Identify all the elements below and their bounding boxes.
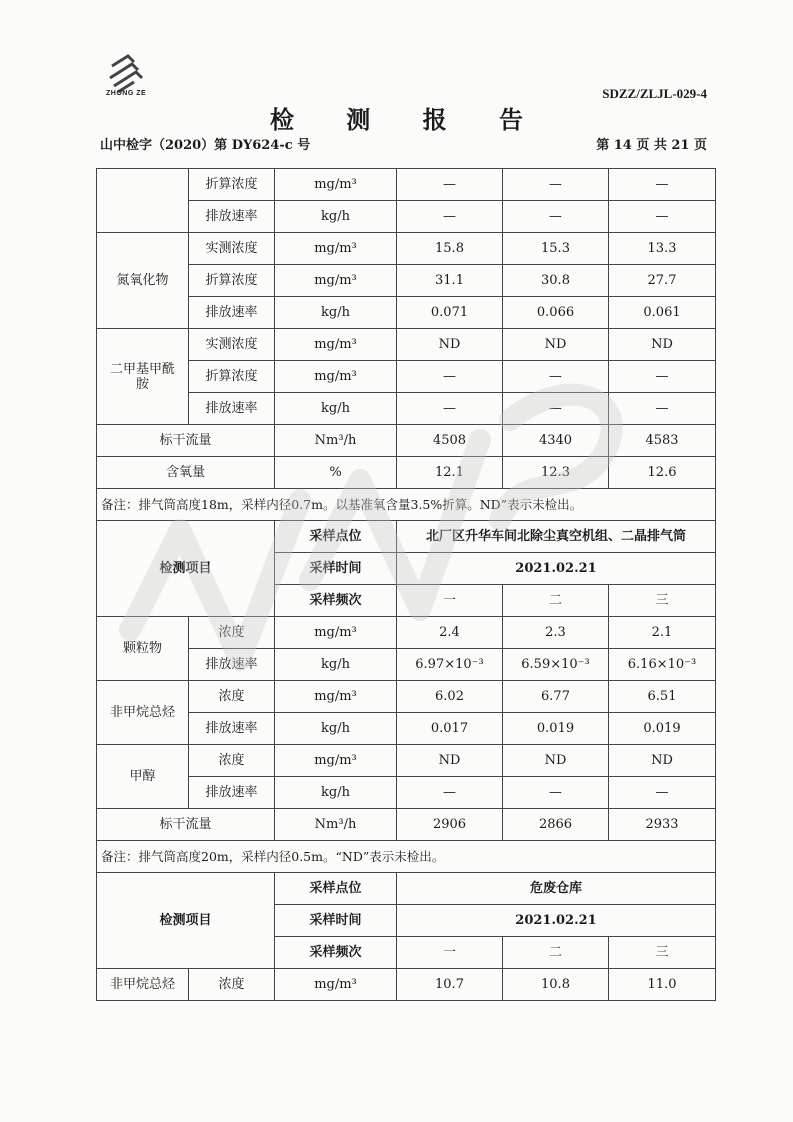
- value-cell: 6.51: [609, 681, 716, 713]
- value-cell: —: [397, 393, 503, 425]
- item-cell: 排放速率: [189, 393, 275, 425]
- item-cell: 浓度: [189, 681, 275, 713]
- table-row: [97, 393, 716, 425]
- value-cell: —: [609, 361, 716, 393]
- value-cell: 15.8: [397, 233, 503, 265]
- value-cell: —: [397, 201, 503, 233]
- oxygen-label: 含氧量: [97, 457, 275, 489]
- table-row: [97, 809, 716, 841]
- page-number: 第 14 页 共 21 页: [596, 138, 707, 153]
- value-cell: 6.77: [503, 681, 609, 713]
- item-cell: 实测浓度: [189, 233, 275, 265]
- value-cell: 2906: [397, 809, 503, 841]
- continued-pollutant-cell: [97, 169, 189, 233]
- time-label: 采样时间: [275, 553, 397, 585]
- value-cell: —: [397, 361, 503, 393]
- unit-cell: mg/m³: [275, 329, 397, 361]
- item-cell: 折算浓度: [189, 265, 275, 297]
- item-header: 检测项目: [97, 873, 275, 969]
- report-number: 山中检字（2020）第 DY624-c 号: [100, 138, 311, 153]
- unit-cell: mg/m³: [275, 169, 397, 201]
- value-cell: 2.4: [397, 617, 503, 649]
- table-row: [97, 713, 716, 745]
- value-cell: —: [503, 777, 609, 809]
- value-cell: 2866: [503, 809, 609, 841]
- value-cell: 0.019: [609, 713, 716, 745]
- table-row: [97, 617, 716, 649]
- item-cell: 浓度: [189, 617, 275, 649]
- value-cell: —: [503, 361, 609, 393]
- freq-label: 采样频次: [275, 585, 397, 617]
- value-cell: 0.017: [397, 713, 503, 745]
- value-cell: 0.061: [609, 297, 716, 329]
- unit-cell: mg/m³: [275, 681, 397, 713]
- value-cell: 4583: [609, 425, 716, 457]
- value-cell: 13.3: [609, 233, 716, 265]
- value-cell: 11.0: [609, 969, 716, 1001]
- item-cell: 折算浓度: [189, 169, 275, 201]
- value-cell: —: [397, 169, 503, 201]
- pollutant-name: 非甲烷总烃: [97, 681, 189, 745]
- table-row: [97, 745, 716, 777]
- table-row: [97, 873, 716, 905]
- point-value: 北厂区升华车间北除尘真空机组、二晶排气筒: [397, 521, 716, 553]
- freq-cell: 一: [397, 585, 503, 617]
- unit-cell: kg/h: [275, 297, 397, 329]
- unit-cell: %: [275, 457, 397, 489]
- value-cell: 27.7: [609, 265, 716, 297]
- table-row: [97, 297, 716, 329]
- value-cell: 15.3: [503, 233, 609, 265]
- item-cell: 排放速率: [189, 297, 275, 329]
- value-cell: 2.1: [609, 617, 716, 649]
- value-cell: 6.02: [397, 681, 503, 713]
- table-row: [97, 329, 716, 361]
- item-cell: 排放速率: [189, 713, 275, 745]
- value-cell: 12.3: [503, 457, 609, 489]
- table-row: [97, 425, 716, 457]
- table-row: [97, 169, 716, 201]
- freq-cell: 三: [609, 937, 716, 969]
- value-cell: 31.1: [397, 265, 503, 297]
- freq-label: 采样频次: [275, 937, 397, 969]
- section-note: 备注：排气筒高度20m，采样内径0.5m。“ND”表示未检出。: [97, 841, 716, 873]
- item-cell: 排放速率: [189, 649, 275, 681]
- value-cell: —: [609, 393, 716, 425]
- point-value: 危废仓库: [397, 873, 716, 905]
- time-value: 2021.02.21: [397, 553, 716, 585]
- item-cell: 排放速率: [189, 777, 275, 809]
- point-label: 采样点位: [275, 873, 397, 905]
- flow-label: 标干流量: [97, 425, 275, 457]
- unit-cell: kg/h: [275, 201, 397, 233]
- table-row: [97, 457, 716, 489]
- freq-cell: 三: [609, 585, 716, 617]
- table-row: [97, 969, 716, 1001]
- unit-cell: kg/h: [275, 713, 397, 745]
- document-code: SDZZ/ZLJL-029-4: [602, 86, 707, 101]
- unit-cell: Nm³/h: [275, 425, 397, 457]
- flow-label: 标干流量: [97, 809, 275, 841]
- table-row: [97, 233, 716, 265]
- unit-cell: Nm³/h: [275, 809, 397, 841]
- item-cell: 排放速率: [189, 201, 275, 233]
- unit-cell: mg/m³: [275, 617, 397, 649]
- pollutant-name: 颗粒物: [97, 617, 189, 681]
- value-cell: —: [503, 169, 609, 201]
- table-row: [97, 201, 716, 233]
- table-row: [97, 681, 716, 713]
- value-cell: ND: [609, 329, 716, 361]
- logo-text: ZHONG ZE: [106, 90, 147, 97]
- freq-cell: 二: [503, 937, 609, 969]
- value-cell: 6.16×10⁻³: [609, 649, 716, 681]
- value-cell: 6.59×10⁻³: [503, 649, 609, 681]
- time-value: 2021.02.21: [397, 905, 716, 937]
- item-cell: 浓度: [189, 745, 275, 777]
- unit-cell: mg/m³: [275, 969, 397, 1001]
- pollutant-name: 非甲烷总烃: [97, 969, 189, 1001]
- pollutant-name: 甲醇: [97, 745, 189, 809]
- value-cell: —: [609, 201, 716, 233]
- item-header: 检测项目: [97, 521, 275, 617]
- table-row: [97, 777, 716, 809]
- freq-cell: 二: [503, 585, 609, 617]
- value-cell: ND: [503, 329, 609, 361]
- table-row: [97, 649, 716, 681]
- item-cell: 浓度: [189, 969, 275, 1001]
- table-row: [97, 841, 716, 873]
- freq-cell: 一: [397, 937, 503, 969]
- time-label: 采样时间: [275, 905, 397, 937]
- table-row: [97, 521, 716, 553]
- value-cell: —: [503, 201, 609, 233]
- value-cell: 2.3: [503, 617, 609, 649]
- point-label: 采样点位: [275, 521, 397, 553]
- page-title: 检 测 报 告: [269, 105, 546, 134]
- unit-cell: mg/m³: [275, 745, 397, 777]
- value-cell: —: [609, 169, 716, 201]
- value-cell: —: [609, 777, 716, 809]
- value-cell: ND: [397, 745, 503, 777]
- value-cell: 6.97×10⁻³: [397, 649, 503, 681]
- value-cell: 4508: [397, 425, 503, 457]
- value-cell: ND: [397, 329, 503, 361]
- value-cell: 4340: [503, 425, 609, 457]
- value-cell: 10.8: [503, 969, 609, 1001]
- value-cell: —: [503, 393, 609, 425]
- value-cell: 0.019: [503, 713, 609, 745]
- results-table: [96, 168, 716, 1001]
- value-cell: —: [397, 777, 503, 809]
- section-note: 备注：排气筒高度18m，采样内径0.7m。以基准氧含量3.5%折算。ND”表示未检出。: [97, 489, 716, 521]
- unit-cell: mg/m³: [275, 361, 397, 393]
- item-cell: 实测浓度: [189, 329, 275, 361]
- value-cell: ND: [503, 745, 609, 777]
- value-cell: ND: [609, 745, 716, 777]
- value-cell: 12.1: [397, 457, 503, 489]
- unit-cell: kg/h: [275, 649, 397, 681]
- value-cell: 12.6: [609, 457, 716, 489]
- unit-cell: kg/h: [275, 393, 397, 425]
- table-row: [97, 265, 716, 297]
- value-cell: 30.8: [503, 265, 609, 297]
- value-cell: 2933: [609, 809, 716, 841]
- unit-cell: kg/h: [275, 777, 397, 809]
- pollutant-name: 氮氧化物: [97, 233, 189, 329]
- pollutant-name: 二甲基甲酰胺: [97, 329, 189, 425]
- unit-cell: mg/m³: [275, 233, 397, 265]
- value-cell: 0.071: [397, 297, 503, 329]
- unit-cell: mg/m³: [275, 265, 397, 297]
- item-cell: 折算浓度: [189, 361, 275, 393]
- value-cell: 0.066: [503, 297, 609, 329]
- table-row: [97, 361, 716, 393]
- value-cell: 10.7: [397, 969, 503, 1001]
- table-row: [97, 489, 716, 521]
